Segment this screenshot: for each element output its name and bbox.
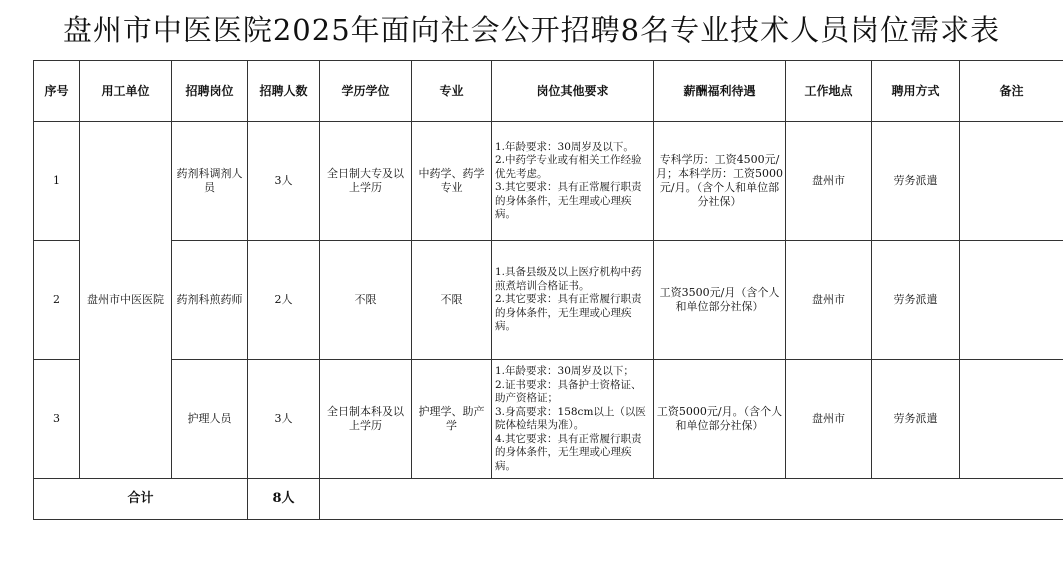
row-no: 1 [34, 122, 80, 241]
row-position: 药剂科煎药师 [172, 241, 248, 360]
row-education: 不限 [320, 241, 412, 360]
header-remark: 备注 [960, 61, 1063, 122]
header-requirements: 岗位其他要求 [492, 61, 654, 122]
header-count: 招聘人数 [248, 61, 320, 122]
header-position: 招聘岗位 [172, 61, 248, 122]
row-no: 2 [34, 241, 80, 360]
row-requirements [492, 122, 654, 241]
row-position: 药剂科调剂人员 [172, 122, 248, 241]
requirement-line: 3.其它要求：具有正常履行职责的身体条件，无生理或心理疾病。 [495, 181, 642, 220]
row-no: 3 [34, 360, 80, 479]
table-row [34, 241, 1063, 360]
total-count: 8人 [248, 479, 320, 520]
row-major: 中药学、药学专业 [412, 122, 492, 241]
unit-cell: 盘州市中医医院 [80, 122, 172, 479]
row-position: 护理人员 [172, 360, 248, 479]
row-salary: 工资3500元/月（含个人和单位部分社保） [654, 241, 786, 360]
header-salary: 薪酬福利待遇 [654, 61, 786, 122]
requirement-line: 1.年龄要求：30周岁及以下。 [495, 140, 634, 153]
row-requirements [492, 241, 654, 360]
requirement-line: 1.年龄要求：30周岁及以下； [495, 365, 634, 377]
header-location: 工作地点 [786, 61, 872, 122]
row-education: 全日制大专及以上学历 [320, 122, 412, 241]
row-remark [960, 241, 1063, 360]
row-remark [960, 122, 1063, 241]
table-row [34, 122, 1063, 241]
row-location: 盘州市 [786, 122, 872, 241]
requirement-line: 1.具备县级及以上医疗机构中药煎煮培训合格证书。 [495, 266, 642, 292]
row-major: 护理学、助产学 [412, 360, 492, 479]
header-major: 专业 [412, 61, 492, 122]
requirement-line: 3.身高要求：158cm以上（以医院体检结果为准）。 [495, 405, 646, 431]
row-employment: 劳务派遣 [872, 360, 960, 479]
row-location: 盘州市 [786, 241, 872, 360]
header-education: 学历学位 [320, 61, 412, 122]
recruitment-table [33, 60, 1063, 520]
header-no: 序号 [34, 61, 80, 122]
table-row [34, 360, 1063, 479]
header-row [34, 61, 1063, 122]
row-education: 全日制本科及以上学历 [320, 360, 412, 479]
row-count: 3人 [248, 360, 320, 479]
row-location: 盘州市 [786, 360, 872, 479]
row-salary: 专科学历：工资4500元/月；本科学历：工资5000元/月。（含个人和单位部分社保） [654, 122, 786, 241]
total-row [34, 479, 1063, 520]
row-employment: 劳务派遣 [872, 122, 960, 241]
row-salary: 工资5000元/月。（含个人和单位部分社保） [654, 360, 786, 479]
row-remark [960, 360, 1063, 479]
row-count: 2人 [248, 241, 320, 360]
header-employment: 聘用方式 [872, 61, 960, 122]
row-major: 不限 [412, 241, 492, 360]
requirement-line: 2.其它要求：具有正常履行职责的身体条件，无生理或心理疾病。 [495, 293, 642, 333]
requirement-line: 2.中药学专业或有相关工作经验优先考虑。 [495, 154, 642, 180]
total-empty [320, 479, 1063, 520]
page-title: 盘州市中医医院2025年面向社会公开招聘8名专业技术人员岗位需求表 [62, 13, 1001, 47]
header-unit: 用工单位 [80, 61, 172, 122]
row-requirements [492, 360, 654, 479]
row-count: 3人 [248, 122, 320, 241]
total-label: 合计 [34, 479, 248, 520]
requirement-line: 2.证书要求：具备护士资格证、助产资格证； [495, 378, 642, 404]
requirement-line: 4.其它要求：具有正常履行职责的身体条件，无生理或心理疾病。 [495, 432, 642, 472]
row-employment: 劳务派遣 [872, 241, 960, 360]
